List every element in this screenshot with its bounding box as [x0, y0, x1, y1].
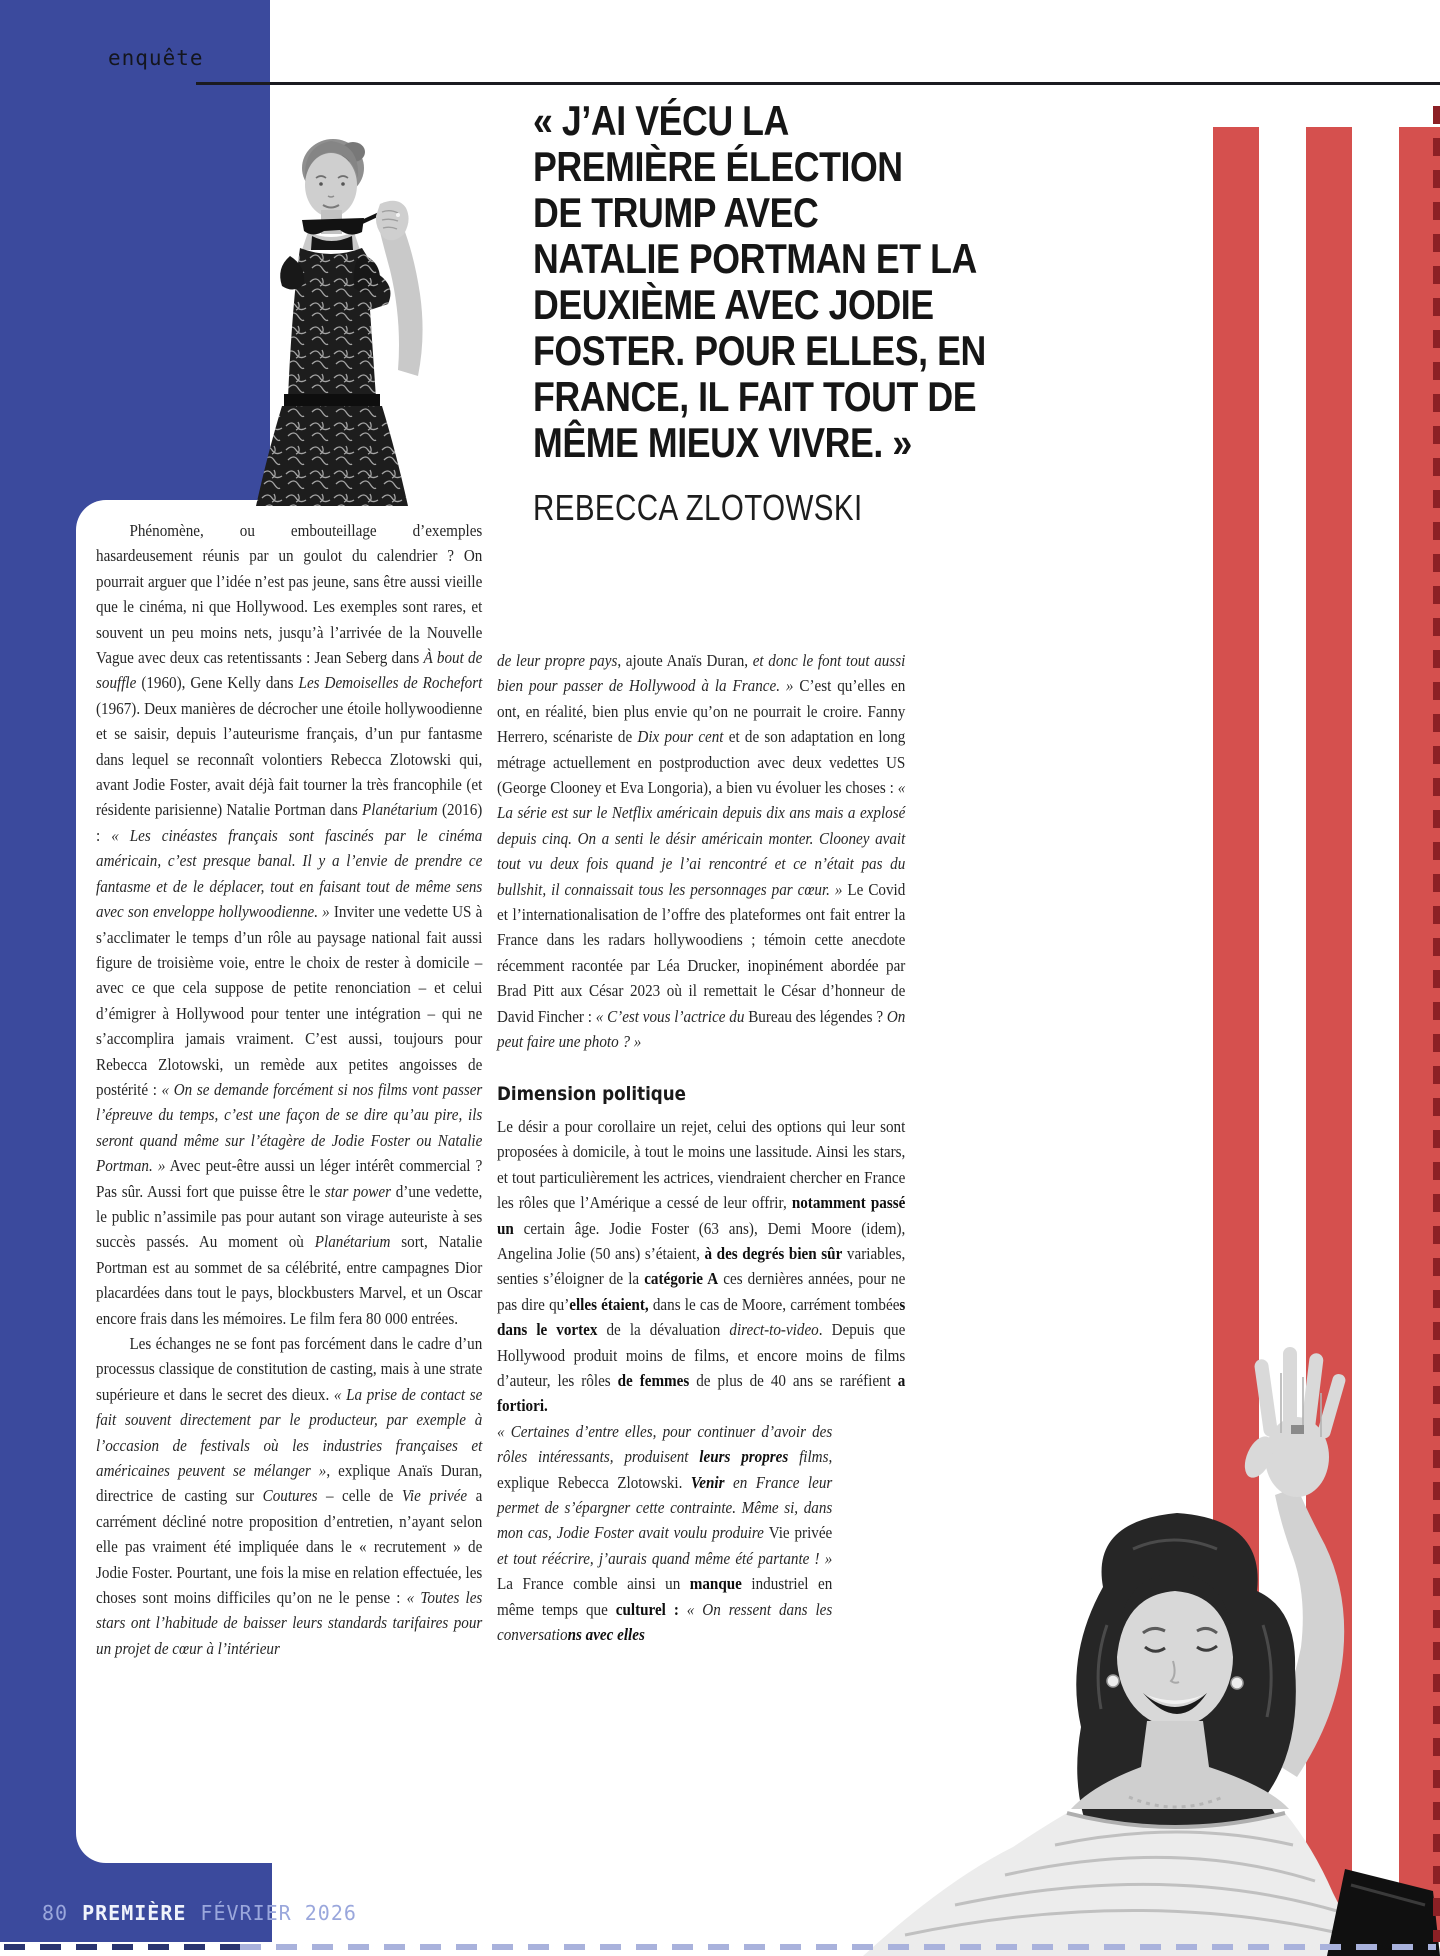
pull-quote-attribution: REBECCA ZLOTOWSKI — [533, 487, 863, 528]
pull-quote-line: MÊME MIEUX VIVRE. » — [533, 419, 912, 466]
pull-quote-line: FOSTER. POUR ELLES, EN — [533, 327, 986, 374]
section-subhead: Dimension politique — [497, 1082, 687, 1105]
header-rule — [196, 82, 1440, 85]
paragraph: de leur propre pays, ajoute Anaïs Duran, et donc le font tout aussi bien pour passer de Hollywood à la France. » C’est qu’elles en ont, en réalité, bien plus envie qu’on ne pourrait le croire. Fanny Herrero, scénariste de Dix pour cent et de son adaptation en long métrage actuellement en postproduction avec deux vedettes US (George Clooney et Eva Longoria), a bien vu évoluer les choses : « La série est sur le Netflix américain depuis dix ans mais a explosé depuis cinq. On a senti le désir américain monter. Clooney avait tout vu deux fois quand je l’ai rencontré et ce n’était pas du bullshit, il connaissait tous les personnages par cœur. » Le Covid et l’internationalisation de l’offre des plateformes ont fait entrer la France dans les radars hollywoodiens ; témoin cette anecdote récemment racontée par Léa Drucker, inopinément abordée par Brad Pitt aux César 2023 où il remettait le César d’honneur de David Fincher : « C’est vous l’actrice du Bureau des légendes ? On peut faire une photo ? » — [497, 651, 906, 1052]
perforation-dashes-right — [1433, 106, 1440, 1942]
article-column-left — [96, 518, 482, 1661]
blue-strip-left-edge — [0, 0, 76, 1942]
paragraph: Phénomène, ou embouteillage d’exemples hasardeusement réunis par un goulot du calendrier ? On pourrait arguer que l’idée n’est pas jeune, sans être aussi vieille que le cinéma, ni que Hollywood. Les exemples sont rares, et souvent un peu moins nets, jusqu’à l’arrivée de la Nouvelle Vague avec deux cas retentissants : Jean Seberg dans À bout de souffle (1960), Gene Kelly dans Les Demoiselles de Rochefort (1967). Deux manières de décrocher une étoile hollywoodienne et se saisir, depuis l’auteurisme français, d’un pur fantasme dans lequel se reconnaît volontiers Rebecca Zlotowski qui, avant Jodie Foster, avait déjà fait tourner la très francophile (et résidente parisienne) Natalie Portman dans Planétarium (2016) : « Les cinéastes français sont fascinés par le cinéma américain, c’est presque banal. Il y a l’envie de prendre ce fantasme et de le déplacer, tout en faisant tout de même sens avec son enveloppe hollywoodienne. » Inviter une vedette US à s’acclimater le temps d’un rôle au paysage national fait aussi figure de troisième voie, entre le choix de rester à domicile – avec ce que cela suppose de petite renonciation – et celui d’émigrer à Hollywood pour tenter une intégration – qui ne s’accomplira jamais vraiment. C’est aussi, toujours pour Rebecca Zlotowski, un remède aux petites angoisses de postérité : « On se demande forcément si nos films vont passer l’épreuve du temps, c’est une façon de se dire qu’au pire, ils seront quand même sur l’étagère de Jodie Foster ou Natalie Portman. » Avec peut-être aussi un léger intérêt commercial ? Pas sûr. Aussi fort que puisse être le star power d’une vedette, le public n’assimile pas pour autant son virage auteuriste à ses succès passés. Au moment où Planétarium sort, Natalie Portman est au sommet de sa célébrité, entre campagnes Dior placardées dans tout le pays, blockbusters Marvel, et un Oscar encore frais dans les mémoires. Le film fera 80 000 entrées. — [96, 521, 483, 1328]
pull-quote — [533, 98, 986, 466]
paragraph: Le désir a pour corollaire un rejet, celui des options qui leur sont proposées à domicile, à tout le moins une lassitude. Ainsi les stars, et tout particulièrement les actrices, viendraient chercher en France les rôles que l’Amérique a cessé de leur offrir, notamment passé un certain âge. Jodie Foster (63 ans), Demi Moore (idem), Angelina Jolie (50 ans) s’étaient, à des degrés bien sûr variables, senties s’éloigner de la catégorie A ces dernières années, pour ne pas dire qu’elles étaient, dans le cas de Moore, carrément tombées dans le vortex de la dévaluation direct-to-video. Depuis que Hollywood produit moins de films, et encore moins de films d’auteur, les rôles de femmes de plus de 40 ans se raréfient a fortiori. — [497, 1116, 906, 1416]
pull-quote-line: DE TRUMP AVEC — [533, 189, 819, 236]
pull-quote-line: PREMIÈRE ÉLECTION — [533, 143, 903, 190]
pull-quote-line: FRANCE, IL FAIT TOUT DE — [533, 373, 977, 420]
pull-quote-line: « J’AI VÉCU LA — [533, 97, 789, 144]
paragraph: Les échanges ne se font pas forcément dans le cadre d’un processus classique de constitution de casting, mais à une strate supérieure et dans le secret des dieux. « La prise de contact se fait souvent directement par le producteur, par exemple à l’occasion de festivals où les industries françaises et américaines peuvent se mélanger », explique Anaïs Duran, directrice de casting sur Coutures – celle de Vie privée a carrément décliné notre proposition d’entretien, n’ayant selon elle pas vraiment été impliquée dans le « recrutement » de Jodie Foster. Pourtant, une fois la mise en relation effectuée, les choses sont moins difficiles qu’on ne le pense : « Toutes les stars ont l’habitude de baisser leurs standards tarifaires pour un projet de cœur à l’intérieur — [96, 1334, 483, 1658]
section-label: enquête — [108, 46, 204, 70]
paragraph: « Certaines d’entre elles, pour continuer d’avoir des rôles intéressants, produisent leurs propres films, explique Rebecca Zlotowski. Venir en France leur permet de s’épargner cette contrainte. Même si, dans mon cas, Jodie Foster avait voulu produire Vie privée et tout réécrire, j’aurais quand même été partante ! » La France comble ainsi un manque industriel en même temps que culturel : « On ressent dans les conversations avec elles — [497, 1421, 833, 1645]
perforation-dashes-bottom-navy — [4, 1944, 240, 1950]
photo-actress-sunglasses — [212, 108, 448, 506]
page-number: 80 — [42, 1901, 69, 1925]
issue-date: FÉVRIER 2026 — [200, 1901, 357, 1925]
pull-quote-line: NATALIE PORTMAN ET LA — [533, 235, 977, 282]
magazine-title: PREMIÈRE — [82, 1901, 187, 1925]
footer-folio — [42, 1901, 357, 1925]
perforation-dashes-bottom-lavender — [240, 1944, 1436, 1950]
photo-actress-waving — [845, 1325, 1440, 1956]
pull-quote-line: DEUXIÈME AVEC JODIE — [533, 281, 934, 328]
